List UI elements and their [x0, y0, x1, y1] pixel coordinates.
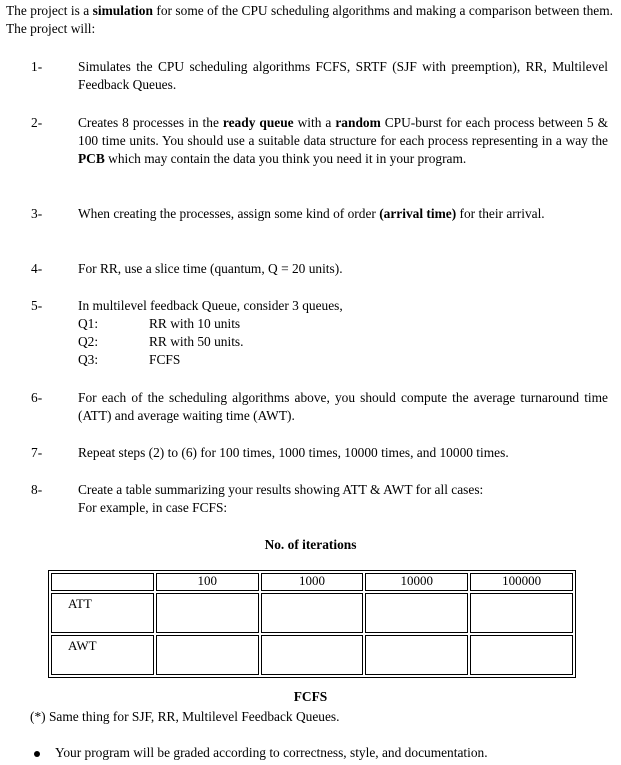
- queue-intro: In multilevel feedback Queue, consider 3 queues,: [78, 298, 343, 313]
- item-text: Creates 8 processes in the ready queue with a random CPU-burst for each process between 5 & 100 time units. You should use a suitable data structure for each process representing in a way the PCB which may contain the data you think you need it in your program.: [78, 115, 609, 166]
- table-header-row: [51, 573, 573, 591]
- item-text-line: Create a table summarizing your results showing ATT & AWT for all cases:: [78, 482, 484, 497]
- table-title: No. of iterations: [264, 537, 357, 552]
- queue-row: [78, 351, 608, 369]
- item-text: For each of the scheduling algorithms above, you should compute the average turnaround time (ATT) and average waiting time (AWT).: [78, 390, 608, 423]
- results-table: [48, 570, 576, 678]
- table-row: [51, 593, 573, 633]
- bullet-icon: [34, 751, 40, 757]
- item-text-line: For example, in case FCFS:: [78, 500, 228, 515]
- item-text: [78, 297, 608, 369]
- table-cell: [156, 635, 259, 675]
- item-number: 3-: [31, 206, 43, 221]
- table-corner-cell: [51, 573, 154, 591]
- row-label: ATT: [51, 593, 154, 633]
- bullet-text: Your program will be graded according to correctness, style, and documentation.: [55, 745, 488, 760]
- item-text: [78, 481, 608, 517]
- item-text: When creating the processes, assign some kind of order (arrival time) for their arrival.: [78, 206, 545, 221]
- queue-name: Q1:: [78, 316, 99, 331]
- item-number: 8-: [31, 482, 43, 497]
- item-text: For RR, use a slice time (quantum, Q = 20 units).: [78, 261, 343, 276]
- note-text: (*) Same thing for SJF, RR, Multilevel Feedback Queues.: [30, 709, 340, 724]
- column-header: 100: [156, 573, 259, 591]
- row-label: AWT: [51, 635, 154, 675]
- item-number: 1-: [31, 59, 43, 74]
- table-caption: FCFS: [293, 689, 328, 704]
- item-number: 7-: [31, 445, 43, 460]
- table-cell: [365, 635, 468, 675]
- item-number: 6-: [31, 390, 43, 405]
- queue-desc: RR with 50 units.: [149, 334, 244, 349]
- table-cell: [365, 593, 468, 633]
- queue-desc: RR with 10 units: [149, 316, 241, 331]
- queue-name: Q2:: [78, 334, 99, 349]
- column-header: 10000: [365, 573, 468, 591]
- item-number: 4-: [31, 261, 43, 276]
- queue-row: [78, 315, 608, 333]
- intro-paragraph: The project is a simulation for some of the CPU scheduling algorithms and making a comparison between them. The project will:: [6, 3, 614, 36]
- table-row: [51, 635, 573, 675]
- table-cell: [156, 593, 259, 633]
- column-header: 100000: [470, 573, 573, 591]
- queue-row: [78, 333, 608, 351]
- item-text: Repeat steps (2) to (6) for 100 times, 1000 times, 10000 times, and 10000 times.: [78, 445, 509, 460]
- queue-desc: FCFS: [149, 352, 181, 367]
- item-text: Simulates the CPU scheduling algorithms FCFS, SRTF (SJF with preemption), RR, Multilevel Feedback Queues.: [78, 59, 608, 92]
- table-cell: [470, 593, 573, 633]
- queue-name: Q3:: [78, 352, 99, 367]
- item-number: 5-: [31, 298, 43, 313]
- table-cell: [261, 635, 364, 675]
- column-header: 1000: [261, 573, 364, 591]
- table-cell: [261, 593, 364, 633]
- table-cell: [470, 635, 573, 675]
- item-number: 2-: [31, 115, 43, 130]
